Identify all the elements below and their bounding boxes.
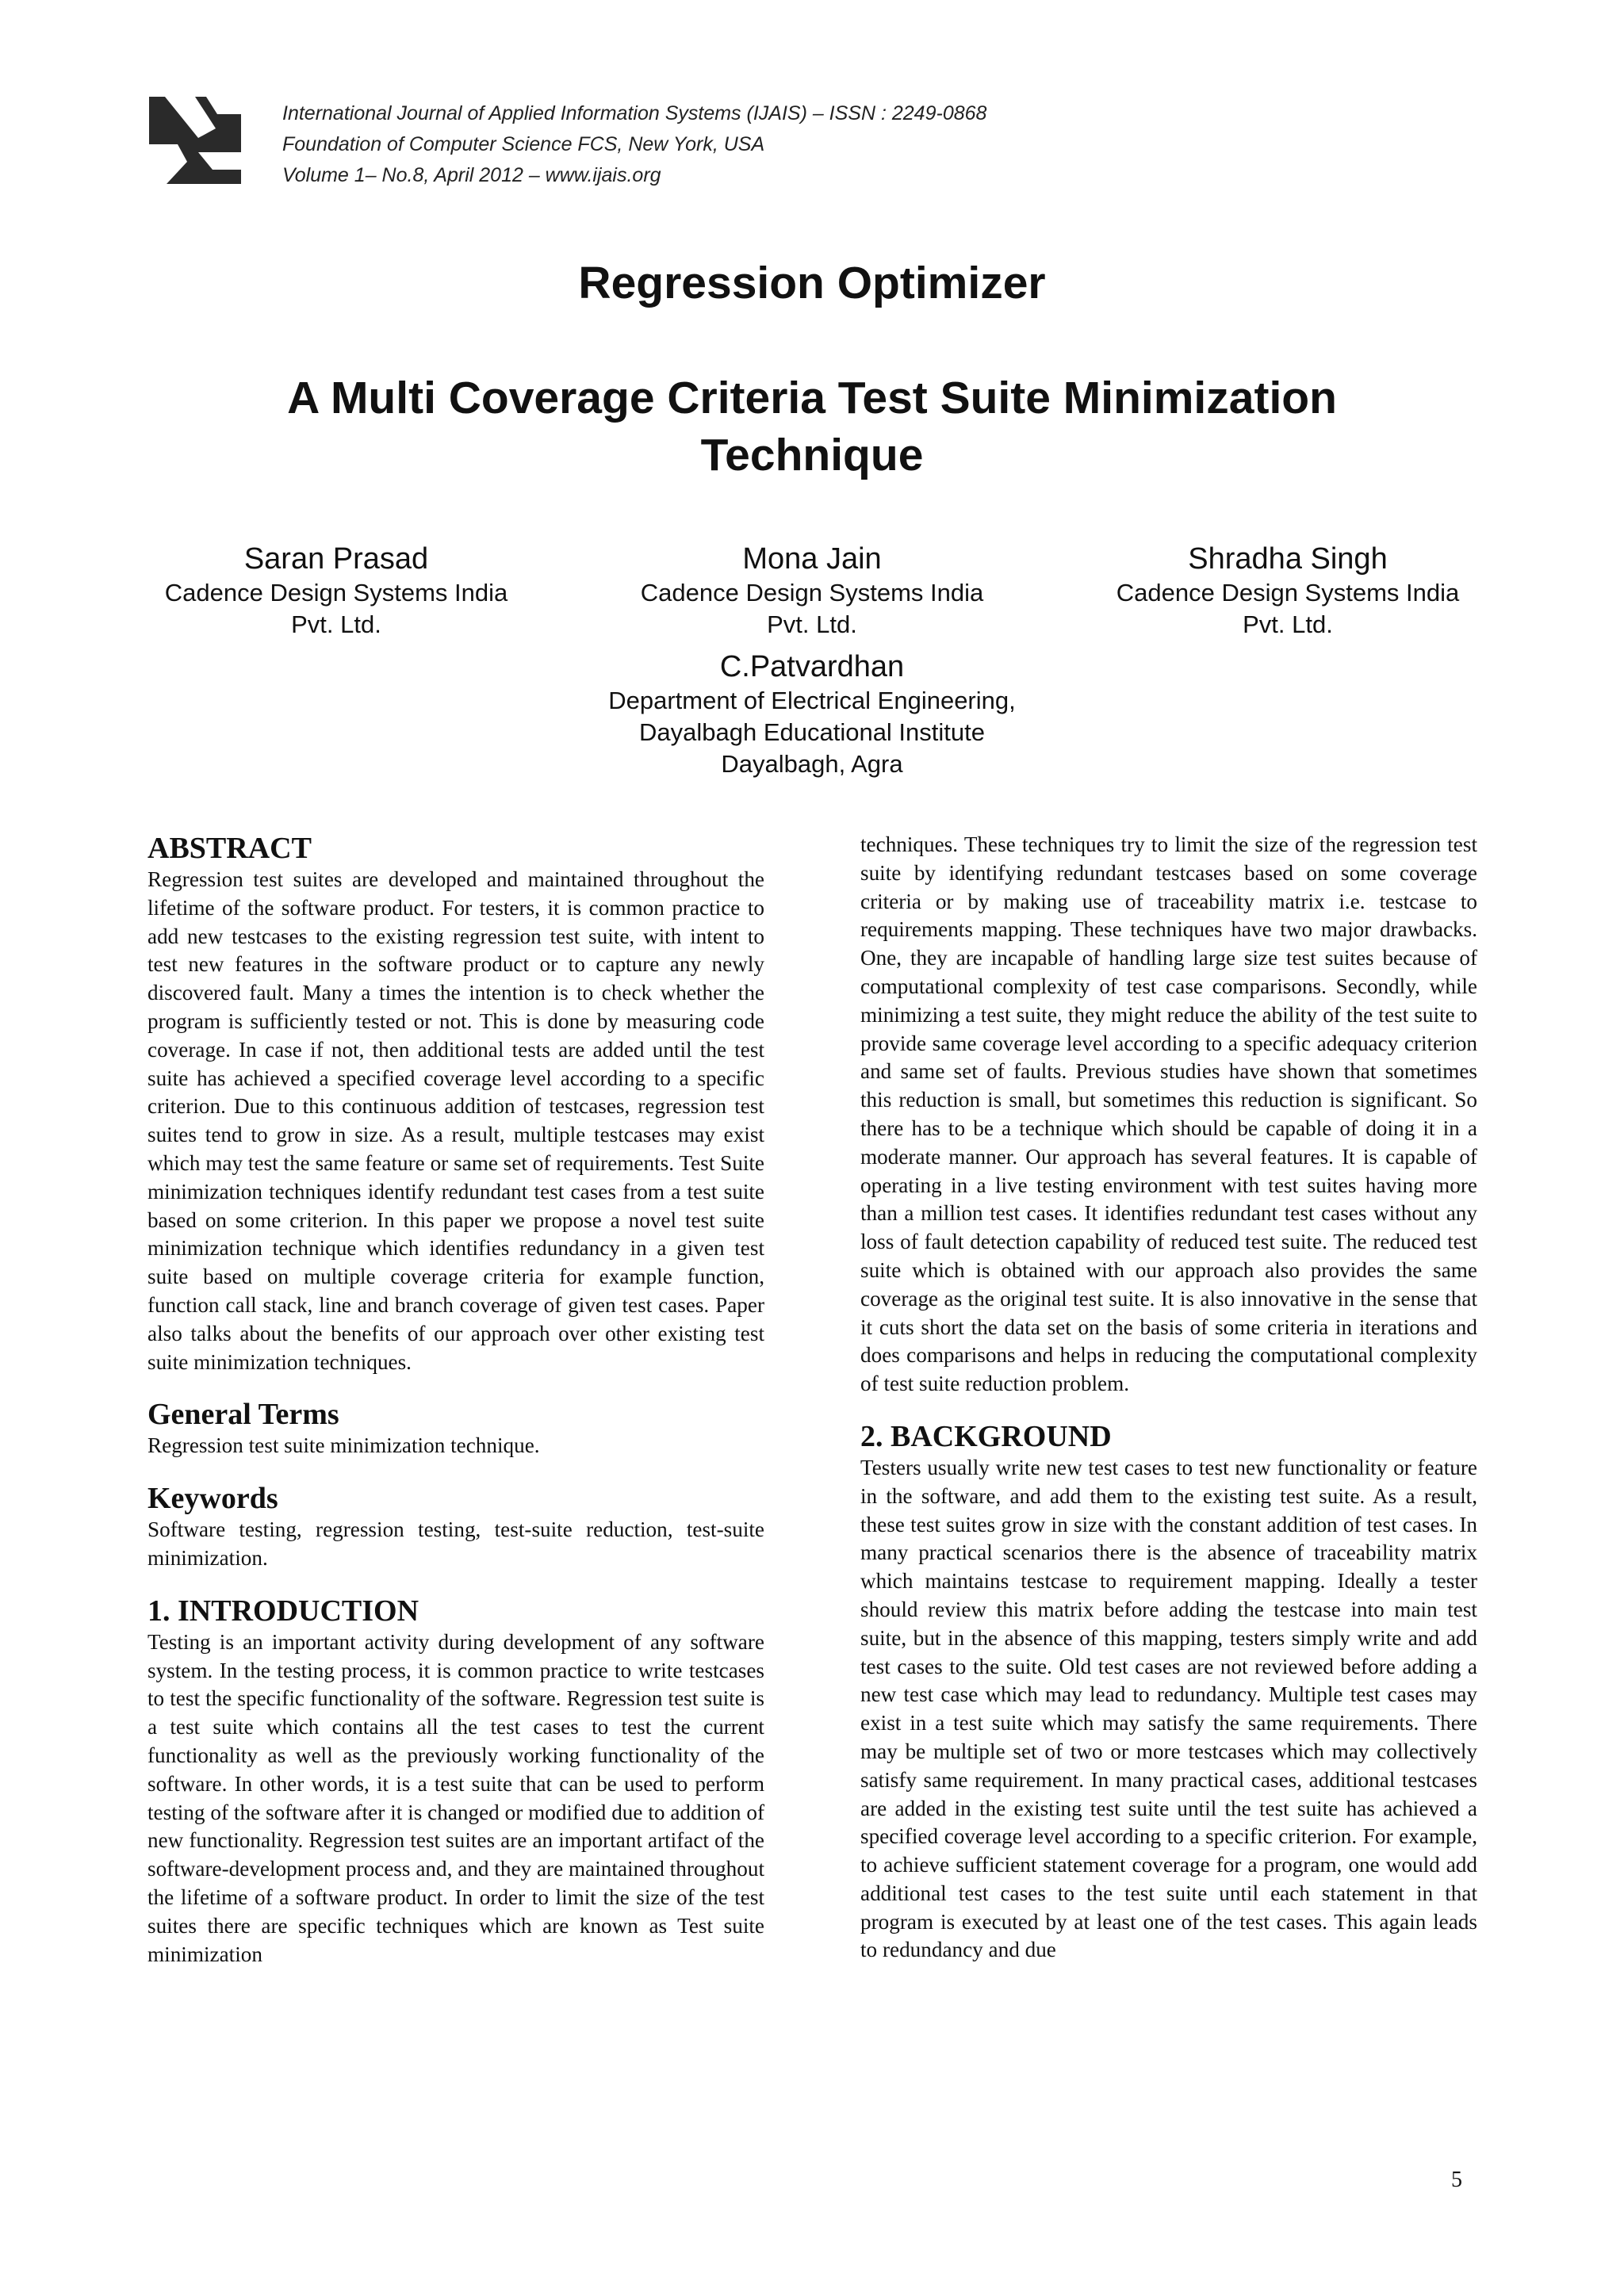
right-column: [860, 831, 1477, 1965]
abstract-heading: ABSTRACT: [147, 832, 312, 865]
left-column: [147, 831, 764, 1969]
ijais-logo-icon: [149, 97, 241, 184]
author-name: C.Patvardhan: [719, 650, 905, 683]
introduction-continuation: techniques. These techniques try to limit the size of the regression test suite by identifying redundant testcases based on some coverage criteria or by making use of traceability matrix i.e. testcase to requirements mapping. These techniques have two major drawbacks. One, they are incapable of handling large size test suites because of computational complexity of test case comparisons. Secondly, while minimizing a test suite, they might reduce the ability of the test suite to provide same coverage level according to a specific adequacy criterion and same set of faults. Previous studies have shown that sometimes this reduction is small, but sometimes this reduction is significant. So there has to be a technique which should be capable of doing it in a moderate manner. Our approach has several features. It is capable of operating in a live testing environment with test suites having more than a million test cases. It identifies redundant test cases without any loss of fault detection capability of reduced test suite. The reduced test suite which is obtained with our approach also provides the same coverage as the original test suite. It is also innovative in the sense that it cuts short the data set on the basis of some criteria in iterations and does comparisons and helps in reducing the computational complexity of test suite reduction problem.: [860, 832, 1477, 1396]
author-name: Saran Prasad: [243, 542, 429, 576]
author-affiliation: Pvt. Ltd.: [767, 610, 857, 638]
author-affiliation: Pvt. Ltd.: [291, 610, 381, 638]
journal-line: Volume 1– No.8, April 2012 – www.ijais.org: [282, 164, 661, 186]
keywords-text: Software testing, regression testing, test-suite reduction, test-suite minimization.: [147, 1517, 764, 1570]
introduction-heading: 1. INTRODUCTION: [147, 1594, 419, 1628]
paper-title: Regression Optimizer: [578, 258, 1046, 308]
author-affiliation: Cadence Design Systems India: [164, 579, 508, 607]
author-affiliation: Cadence Design Systems India: [1116, 579, 1460, 607]
author-block: [1066, 541, 1510, 641]
author-block: [495, 649, 1129, 780]
introduction-text: Testing is an important activity during development of any software system. In the testing process, it is common practice to write testcases to test the specific functionality of the software. Regression test suite is a test suite which contains all the test cases to test the current functionality as well as the previously working functionality of the software. In other words, it is a test suite that can be used to perform testing of the software after it is changed or modified due to addition of new functionality. Regression test suites are an important artifact of the software-development process and, and they are maintained throughout the lifetime of a software product. In order to limit the size of the test suites there are specific techniques which are known as Test suite minimization: [147, 1629, 764, 1966]
journal-header: [282, 98, 986, 191]
general-terms-heading: General Terms: [147, 1398, 339, 1432]
background-heading: 2. BACKGROUND: [860, 1419, 1112, 1453]
general-terms-text: Regression test suite minimization technique.: [147, 1433, 540, 1458]
author-name: Shradha Singh: [1188, 542, 1388, 576]
subtitle-line: Technique: [700, 430, 924, 480]
paper-subtitle: [0, 369, 1624, 484]
abstract-text: Regression test suites are developed and maintained throughout the lifetime of the software product. For testers, it is common practice to add new testcases to the existing regression test suite, with intent to test new features in the software product or to capture any newly discovered fault. Many a times the intention is to check whether the program is sufficiently tested or not. This is done by measuring code coverage. In case if not, then additional tests are added until the test suite has achieved a specified coverage level according to a specific criterion. Due to this continuous addition of testcases, regression test suites tend to grow in size. As a result, multiple testcases may exist which may test the same feature or same set of requirements. Test Suite minimization techniques identify redundant test cases from a test suite based on some criterion. In this paper we propose a novel test suite minimization technique which identifies redundancy in a given test suite based on multiple coverage criteria for example function, function call stack, line and branch coverage of given test cases. Paper also talks about the benefits of our approach over other existing test suite minimization techniques.: [147, 867, 764, 1374]
subtitle-line: A Multi Coverage Criteria Test Suite Minimization: [287, 373, 1337, 423]
author-affiliation: Pvt. Ltd.: [1243, 610, 1333, 638]
background-text: Testers usually write new test cases to test new functionality or feature in the software, and add them to the existing test suite. As a result, these test suites grow in size with the constant addition of test cases. In many practical scenarios there is the absence of traceability matrix which maintains testcase to requirement mapping. Ideally a tester should review this matrix before adding the testcase into main test suite, but in the absence of this mapping, testers simply write and add test cases to the suite. Old test cases are not reviewed before adding a new test case which may lead to redundancy. Multiple test cases may exist in a test suite which may satisfy the same requirements. There may be multiple set of two or more testcases which may collectively satisfy same requirement. In many practical cases, additional testcases are added in the existing test suite until the test suite has achieved a specified coverage level according to a specific criterion. For example, to achieve sufficient statement coverage for a program, one would add additional test cases to the test suite until each statement in that program is executed by at least one of the test cases. This again leads to redundancy and due: [860, 1455, 1477, 1962]
keywords-heading: Keywords: [147, 1482, 278, 1516]
author-affiliation: Department of Electrical Engineering,: [608, 687, 1016, 714]
author-affiliation: Cadence Design Systems India: [640, 579, 984, 607]
author-block: [590, 541, 1034, 641]
journal-line: Foundation of Computer Science FCS, New York, USA: [282, 133, 765, 155]
page-number: 5: [1451, 2168, 1462, 2192]
author-affiliation: Dayalbagh, Agra: [721, 750, 903, 778]
journal-line: International Journal of Applied Information Systems (IJAIS) – ISSN : 2249-0868: [282, 102, 987, 124]
author-affiliation: Dayalbagh Educational Institute: [638, 718, 985, 746]
author-name: Mona Jain: [742, 542, 882, 576]
author-block: [114, 541, 558, 641]
